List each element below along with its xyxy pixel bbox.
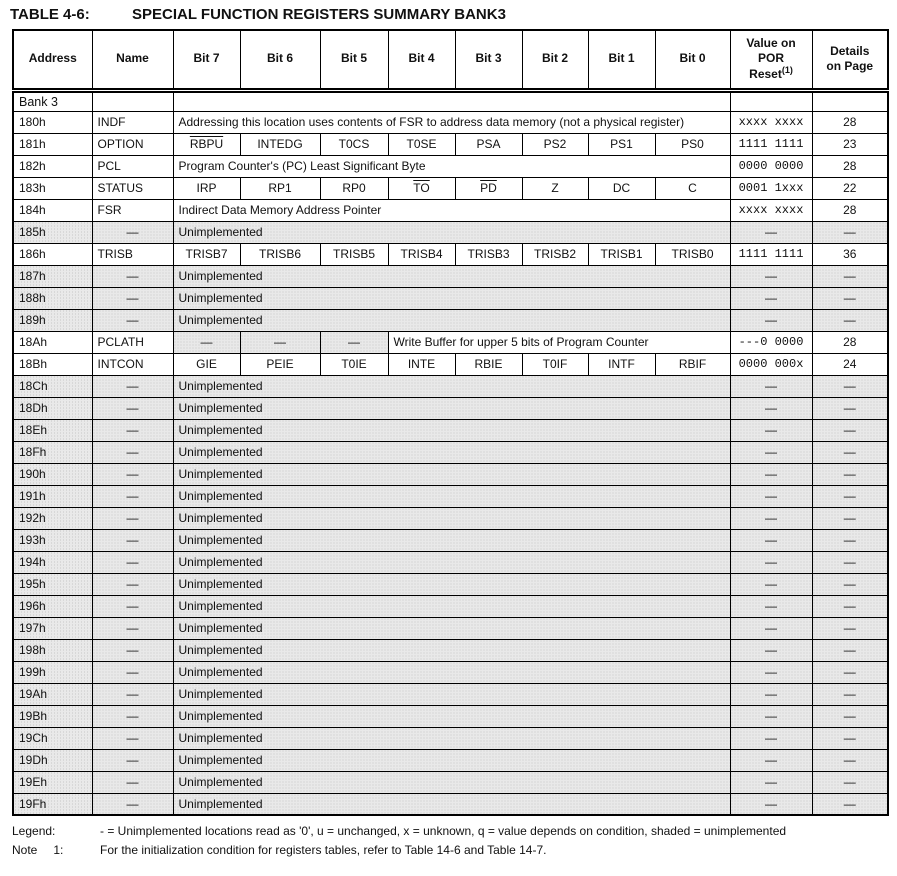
table-number-label: TABLE 4-6:: [10, 6, 90, 23]
bit-cell: RP1: [240, 177, 320, 199]
column-header: Value on POR Reset$^{(1)}$: [730, 30, 812, 90]
unimplemented-span-cell: Unimplemented: [173, 639, 730, 661]
column-header: Bit 3: [455, 30, 522, 90]
unimplemented-span-cell: Unimplemented: [173, 419, 730, 441]
table-row: [13, 243, 888, 265]
por-cell: —: [730, 265, 812, 287]
unimplemented-span-cell: Unimplemented: [173, 265, 730, 287]
page-cell: —: [812, 793, 888, 815]
bit-cell: $\overline{TO}$: [388, 177, 455, 199]
page-cell: —: [812, 485, 888, 507]
table-row: [13, 617, 888, 639]
legend-line: [12, 822, 897, 841]
page-cell: —: [812, 661, 888, 683]
table-row: [13, 265, 888, 287]
address-cell: 198h: [13, 639, 92, 661]
table-row: [13, 287, 888, 309]
unimplemented-span-cell: Unimplemented: [173, 617, 730, 639]
table-body: [13, 90, 888, 815]
unimplemented-span-cell: Unimplemented: [173, 441, 730, 463]
name-cell: —: [92, 551, 173, 573]
name-cell: STATUS: [92, 177, 173, 199]
column-header: Bit 1: [588, 30, 655, 90]
note-number: 1:: [53, 842, 64, 857]
description-span-cell: Addressing this location uses contents of FSR to address data memory (not a physical register): [173, 111, 730, 133]
por-cell: 1111 1111: [730, 243, 812, 265]
por-cell: —: [730, 705, 812, 727]
address-cell: 196h: [13, 595, 92, 617]
column-header: Bit 7: [173, 30, 240, 90]
address-cell: 18Eh: [13, 419, 92, 441]
table-row: [13, 155, 888, 177]
page-cell: 28: [812, 111, 888, 133]
name-cell: —: [92, 485, 173, 507]
table-row: [13, 573, 888, 595]
page-cell: —: [812, 683, 888, 705]
unimplemented-span-cell: Unimplemented: [173, 397, 730, 419]
column-header: Bit 4: [388, 30, 455, 90]
name-cell: TRISB: [92, 243, 173, 265]
name-cell: FSR: [92, 199, 173, 221]
address-cell: 182h: [13, 155, 92, 177]
unimplemented-span-cell: Unimplemented: [173, 771, 730, 793]
name-cell: —: [92, 617, 173, 639]
column-header: Bit 5: [320, 30, 388, 90]
unimplemented-span-cell: Unimplemented: [173, 287, 730, 309]
page-cell: —: [812, 375, 888, 397]
address-cell: 185h: [13, 221, 92, 243]
unimplemented-span-cell: Unimplemented: [173, 309, 730, 331]
name-cell: —: [92, 265, 173, 287]
unimplemented-span-cell: Unimplemented: [173, 463, 730, 485]
table-header: [13, 30, 888, 90]
unimplemented-span-cell: Unimplemented: [173, 507, 730, 529]
unimplemented-span-cell: Unimplemented: [173, 485, 730, 507]
bit-cell: PSA: [455, 133, 522, 155]
table-row: [13, 463, 888, 485]
page-cell: —: [812, 309, 888, 331]
name-cell: —: [92, 463, 173, 485]
table-row: [13, 727, 888, 749]
address-cell: 18Ah: [13, 331, 92, 353]
page-cell: —: [812, 573, 888, 595]
name-cell: PCLATH: [92, 331, 173, 353]
page-cell: —: [812, 771, 888, 793]
page-cell: —: [812, 463, 888, 485]
address-cell: 19Bh: [13, 705, 92, 727]
por-cell: —: [730, 507, 812, 529]
column-header: Details on Page: [812, 30, 888, 90]
page-cell: —: [812, 419, 888, 441]
address-cell: 19Fh: [13, 793, 92, 815]
por-cell: [730, 90, 812, 111]
bit-cell: PS1: [588, 133, 655, 155]
table-row: [13, 529, 888, 551]
page-cell: —: [812, 397, 888, 419]
table-row: [13, 375, 888, 397]
page-cell: —: [812, 639, 888, 661]
por-cell: xxxx xxxx: [730, 199, 812, 221]
bits-span-cell: [173, 90, 730, 111]
name-cell: [92, 90, 173, 111]
address-cell: 19Ch: [13, 727, 92, 749]
unimplemented-span-cell: Unimplemented: [173, 595, 730, 617]
address-cell: 199h: [13, 661, 92, 683]
bit-cell: INTF: [588, 353, 655, 375]
name-cell: —: [92, 221, 173, 243]
table-row: [13, 749, 888, 771]
por-cell: —: [730, 529, 812, 551]
page-cell: —: [812, 507, 888, 529]
name-cell: —: [92, 749, 173, 771]
name-cell: —: [92, 573, 173, 595]
page-cell: —: [812, 617, 888, 639]
description-span-cell: Write Buffer for upper 5 bits of Program Counter: [388, 331, 730, 353]
bit-cell: T0SE: [388, 133, 455, 155]
por-cell: —: [730, 661, 812, 683]
table-row: [13, 397, 888, 419]
unimplemented-span-cell: Unimplemented: [173, 551, 730, 573]
bit-cell: RBIE: [455, 353, 522, 375]
name-cell: —: [92, 683, 173, 705]
table-row: [13, 551, 888, 573]
bit-cell: TRISB0: [655, 243, 730, 265]
unimplemented-span-cell: Unimplemented: [173, 221, 730, 243]
bit-cell: RBPU: [173, 133, 240, 155]
page-cell: —: [812, 441, 888, 463]
table-row: [13, 661, 888, 683]
table-row: [13, 793, 888, 815]
name-cell: —: [92, 639, 173, 661]
table-row: [13, 221, 888, 243]
por-cell: —: [730, 683, 812, 705]
address-cell: 19Ah: [13, 683, 92, 705]
table-row: [13, 771, 888, 793]
unimplemented-span-cell: Unimplemented: [173, 375, 730, 397]
table-row: [13, 683, 888, 705]
legend: [12, 822, 897, 859]
table-row: [13, 639, 888, 661]
bit-cell: TRISB6: [240, 243, 320, 265]
page-cell: —: [812, 705, 888, 727]
unimplemented-span-cell: Unimplemented: [173, 529, 730, 551]
address-cell: 186h: [13, 243, 92, 265]
name-cell: OPTION: [92, 133, 173, 155]
bit-cell: PEIE: [240, 353, 320, 375]
bit-cell: PS2: [522, 133, 588, 155]
por-cell: —: [730, 771, 812, 793]
por-cell: —: [730, 309, 812, 331]
bit-cell: INTE: [388, 353, 455, 375]
table-row: [13, 309, 888, 331]
note-text: For the initialization condition for registers tables, refer to Table 14-6 and Table 14-7.: [100, 842, 547, 857]
por-cell: —: [730, 639, 812, 661]
bit-cell: TRISB5: [320, 243, 388, 265]
column-header: Bit 0: [655, 30, 730, 90]
bit-cell: TRISB2: [522, 243, 588, 265]
page-cell: 24: [812, 353, 888, 375]
unimplemented-span-cell: Unimplemented: [173, 661, 730, 683]
por-cell: —: [730, 441, 812, 463]
unimplemented-span-cell: Unimplemented: [173, 749, 730, 771]
name-cell: —: [92, 727, 173, 749]
table-row: [13, 177, 888, 199]
bit-cell: DC: [588, 177, 655, 199]
por-cell: —: [730, 595, 812, 617]
bit-cell: TRISB3: [455, 243, 522, 265]
name-cell: —: [92, 419, 173, 441]
name-cell: —: [92, 287, 173, 309]
address-cell: 18Dh: [13, 397, 92, 419]
por-cell: ---0 0000: [730, 331, 812, 353]
por-cell: —: [730, 287, 812, 309]
description-span-cell: Indirect Data Memory Address Pointer: [173, 199, 730, 221]
por-cell: 0000 0000: [730, 155, 812, 177]
description-span-cell: Program Counter's (PC) Least Significant Byte: [173, 155, 730, 177]
column-header: Address: [13, 30, 92, 90]
table-row: [13, 419, 888, 441]
page-cell: —: [812, 727, 888, 749]
table-row: [13, 133, 888, 155]
bit-cell: RBIF: [655, 353, 730, 375]
bit-cell: T0IE: [320, 353, 388, 375]
address-cell: 197h: [13, 617, 92, 639]
bit-cell: IRP: [173, 177, 240, 199]
name-cell: PCL: [92, 155, 173, 177]
address-cell: 180h: [13, 111, 92, 133]
page-cell: 28: [812, 199, 888, 221]
page-cell: —: [812, 221, 888, 243]
table-row: [13, 441, 888, 463]
page-cell: —: [812, 749, 888, 771]
por-cell: 0001 1xxx: [730, 177, 812, 199]
address-cell: 18Ch: [13, 375, 92, 397]
table-row: [13, 507, 888, 529]
column-header: Bit 2: [522, 30, 588, 90]
address-cell: 19Eh: [13, 771, 92, 793]
table-row: [13, 331, 888, 353]
bit-cell: TRISB7: [173, 243, 240, 265]
table-row: [13, 485, 888, 507]
name-cell: —: [92, 771, 173, 793]
table-row: [13, 199, 888, 221]
unimplemented-span-cell: Unimplemented: [173, 573, 730, 595]
address-cell: 188h: [13, 287, 92, 309]
bit-cell: T0CS: [320, 133, 388, 155]
name-cell: —: [92, 309, 173, 331]
table-row: [13, 353, 888, 375]
unimplemented-bit-cell: —: [240, 331, 320, 353]
por-cell: —: [730, 551, 812, 573]
name-cell: INTCON: [92, 353, 173, 375]
bit-cell: GIE: [173, 353, 240, 375]
por-cell: —: [730, 485, 812, 507]
note-label-group: [12, 841, 100, 860]
page-cell: —: [812, 287, 888, 309]
page-cell: —: [812, 529, 888, 551]
note-line: [12, 841, 897, 860]
bit-cell: INTEDG: [240, 133, 320, 155]
name-cell: —: [92, 441, 173, 463]
bit-cell: T0IF: [522, 353, 588, 375]
address-cell: 193h: [13, 529, 92, 551]
address-cell: 19Dh: [13, 749, 92, 771]
address-cell: 192h: [13, 507, 92, 529]
unimplemented-bit-cell: —: [173, 331, 240, 353]
por-cell: 0000 000x: [730, 353, 812, 375]
page-cell: [812, 90, 888, 111]
address-cell: 189h: [13, 309, 92, 331]
bit-cell: $\overline{PD}$: [455, 177, 522, 199]
page-cell: —: [812, 595, 888, 617]
por-cell: —: [730, 463, 812, 485]
por-cell: —: [730, 573, 812, 595]
address-cell: 195h: [13, 573, 92, 595]
por-cell: —: [730, 419, 812, 441]
table-title: [0, 0, 897, 26]
por-cell: —: [730, 749, 812, 771]
page-cell: 28: [812, 155, 888, 177]
name-cell: —: [92, 507, 173, 529]
name-cell: —: [92, 793, 173, 815]
table-row: [13, 111, 888, 133]
sfr-summary-table: [12, 29, 889, 816]
bit-cell: TRISB1: [588, 243, 655, 265]
bit-cell: Z: [522, 177, 588, 199]
unimplemented-bit-cell: —: [320, 331, 388, 353]
page-cell: 28: [812, 331, 888, 353]
bit-cell: C: [655, 177, 730, 199]
unimplemented-span-cell: Unimplemented: [173, 705, 730, 727]
column-header: Name: [92, 30, 173, 90]
table-row: [13, 705, 888, 727]
table-row: [13, 90, 888, 111]
por-cell: xxxx xxxx: [730, 111, 812, 133]
bit-cell: TRISB4: [388, 243, 455, 265]
bit-cell: PS0: [655, 133, 730, 155]
address-cell: 181h: [13, 133, 92, 155]
page-cell: 23: [812, 133, 888, 155]
page-cell: —: [812, 551, 888, 573]
address-cell: 194h: [13, 551, 92, 573]
page-cell: —: [812, 265, 888, 287]
address-cell: 18Bh: [13, 353, 92, 375]
name-cell: —: [92, 661, 173, 683]
address-cell: 184h: [13, 199, 92, 221]
header-row: [13, 30, 888, 90]
legend-label: Legend:: [12, 824, 56, 838]
name-cell: —: [92, 705, 173, 727]
name-cell: —: [92, 529, 173, 551]
unimplemented-span-cell: Unimplemented: [173, 793, 730, 815]
name-cell: —: [92, 375, 173, 397]
unimplemented-span-cell: Unimplemented: [173, 683, 730, 705]
address-cell: 190h: [13, 463, 92, 485]
name-cell: —: [92, 595, 173, 617]
por-cell: —: [730, 375, 812, 397]
por-cell: —: [730, 617, 812, 639]
footnote-ref: (1): [781, 65, 793, 76]
column-header: Bit 6: [240, 30, 320, 90]
address-cell: 18Fh: [13, 441, 92, 463]
name-cell: —: [92, 397, 173, 419]
table-title-text: SPECIAL FUNCTION REGISTERS SUMMARY BANK3: [132, 6, 506, 23]
page-cell: 36: [812, 243, 888, 265]
por-cell: 1111 1111: [730, 133, 812, 155]
note-label: Note: [12, 842, 38, 857]
table-row: [13, 595, 888, 617]
page-cell: 22: [812, 177, 888, 199]
por-cell: —: [730, 793, 812, 815]
unimplemented-span-cell: Unimplemented: [173, 727, 730, 749]
por-cell: —: [730, 727, 812, 749]
por-cell: —: [730, 221, 812, 243]
legend-text: - = Unimplemented locations read as '0', u = unchanged, x = unknown, q = value depends on condition, shaded = unimplemented: [100, 824, 787, 838]
bank-label-cell: Bank 3: [13, 90, 92, 111]
address-cell: 187h: [13, 265, 92, 287]
por-cell: —: [730, 397, 812, 419]
address-cell: 183h: [13, 177, 92, 199]
bit-cell: RP0: [320, 177, 388, 199]
address-cell: 191h: [13, 485, 92, 507]
name-cell: INDF: [92, 111, 173, 133]
